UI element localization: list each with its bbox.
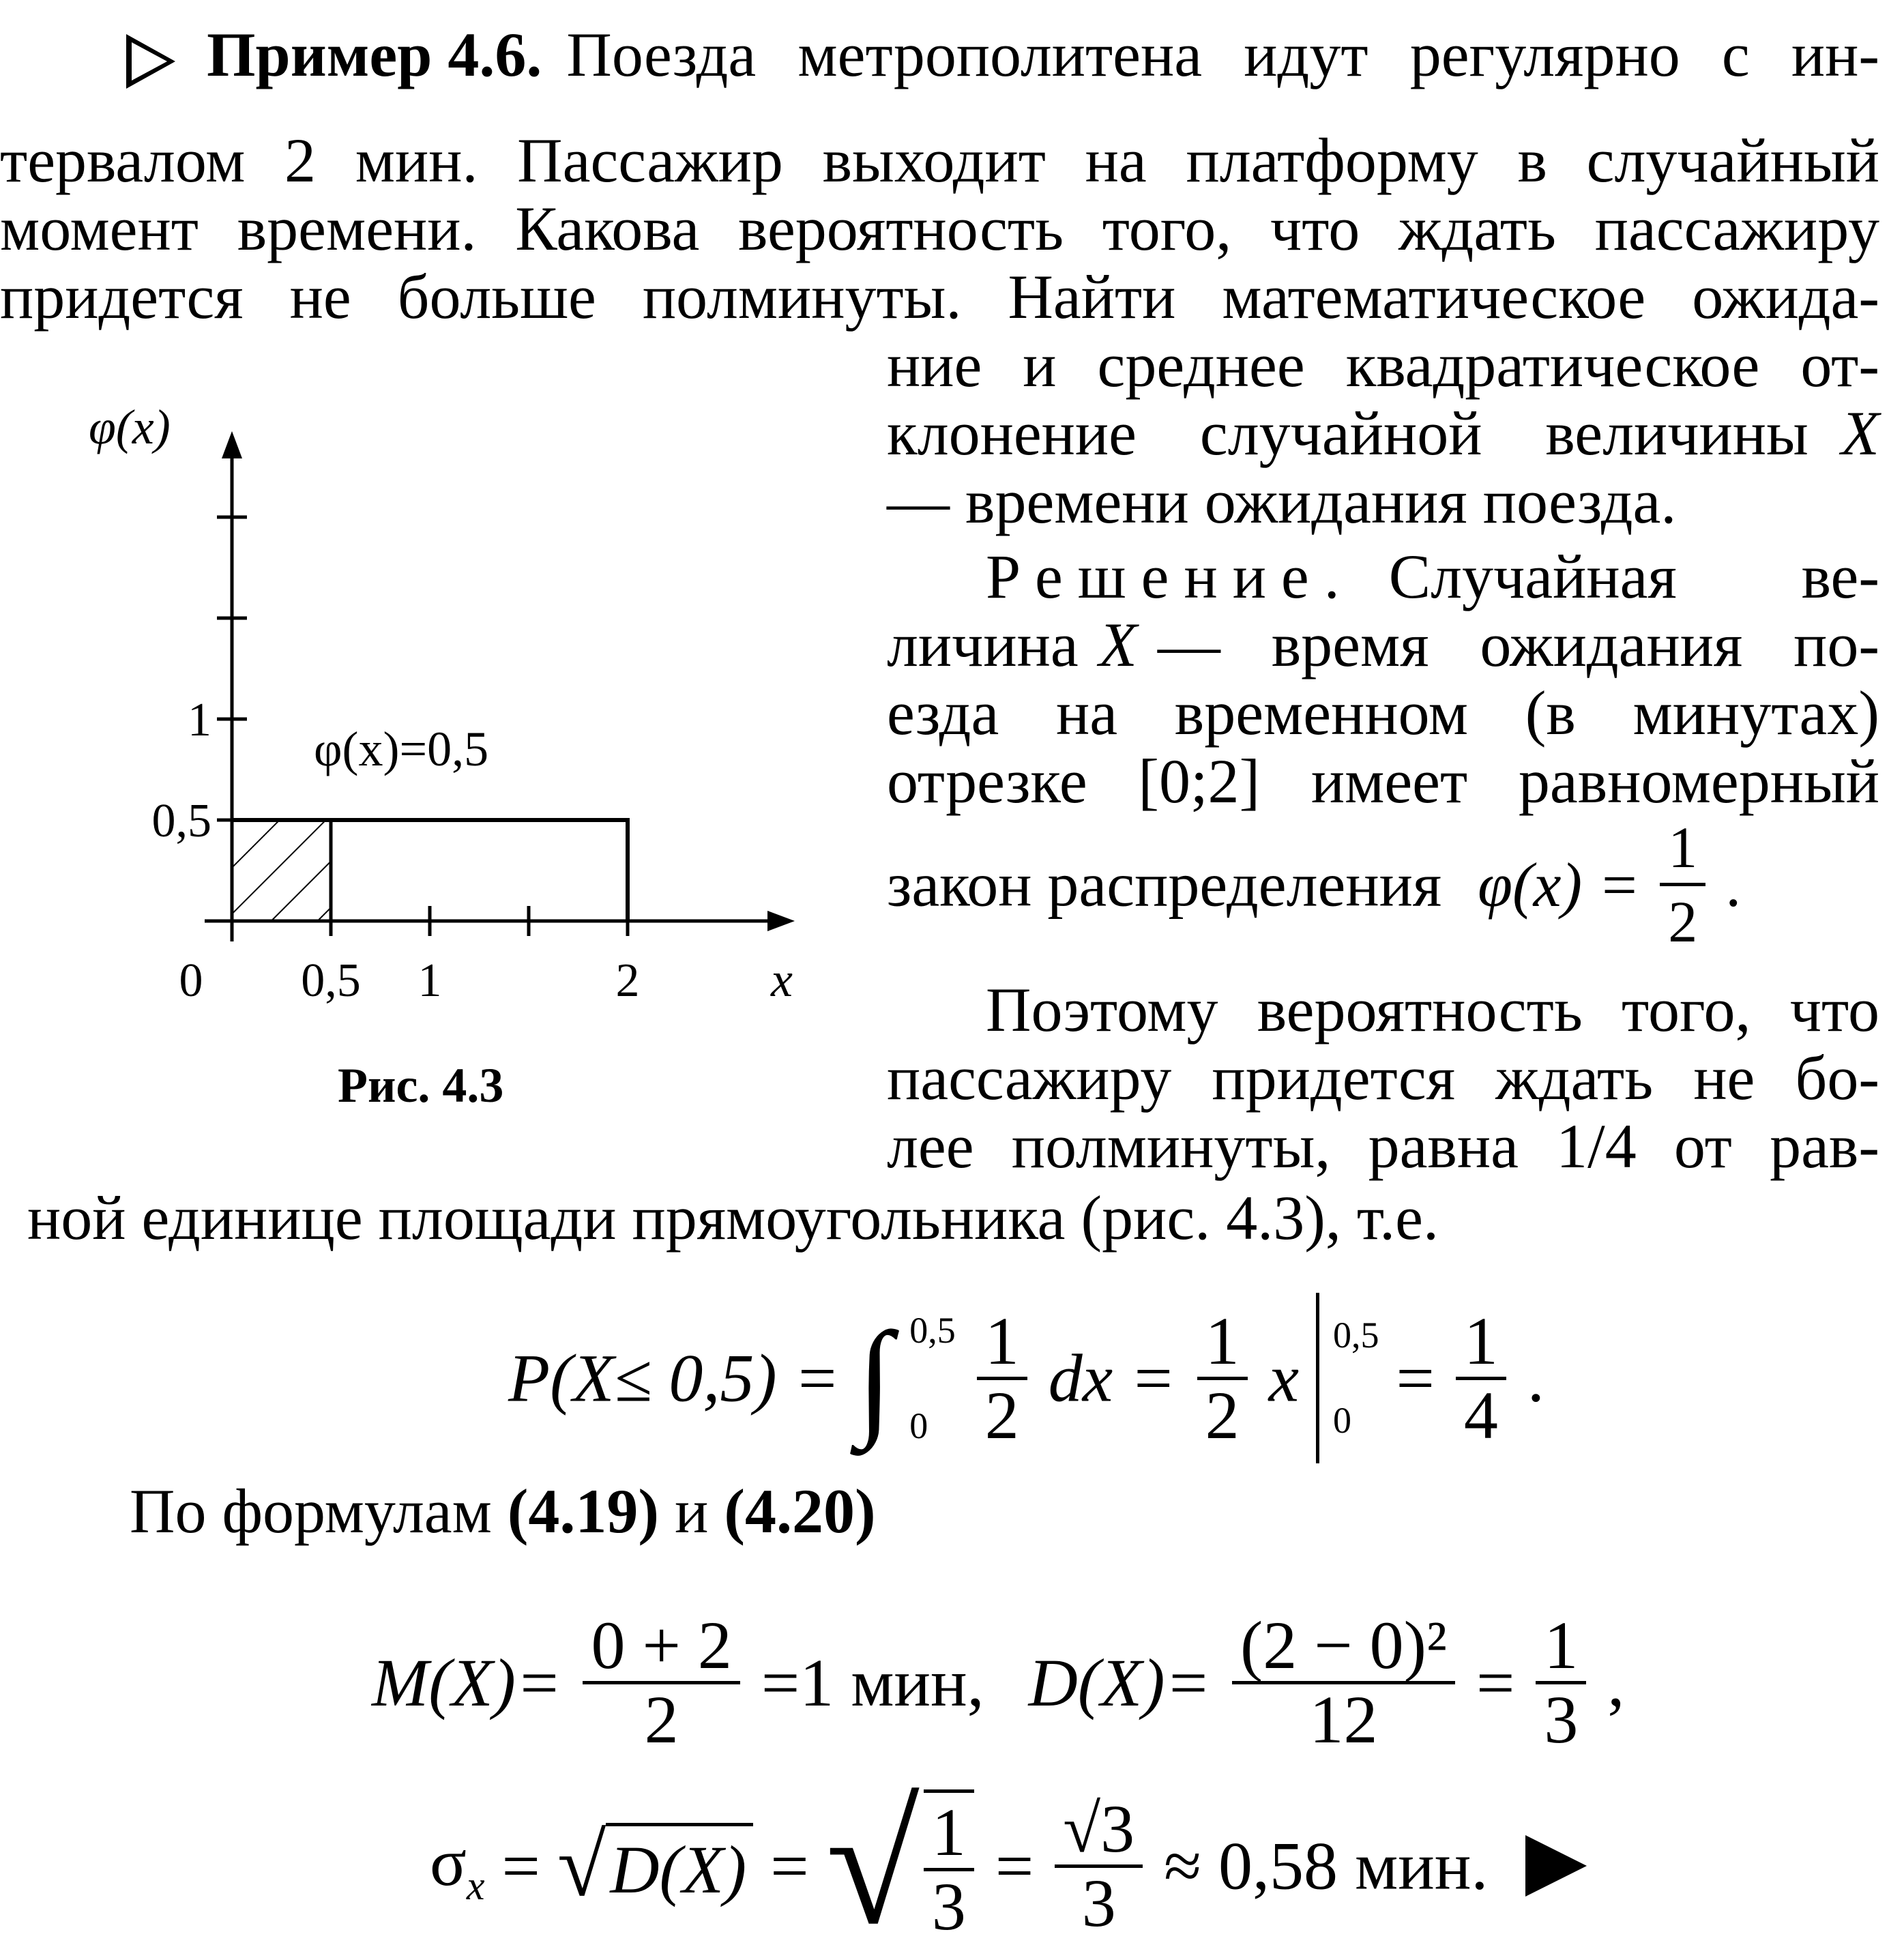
sqrt-icon: √ <box>557 1817 606 1915</box>
fraction-denominator: 3 <box>1544 1682 1579 1757</box>
expectation-result: =1 мин, <box>761 1645 984 1721</box>
fraction <box>1197 1302 1248 1453</box>
sigma-subscript: x <box>466 1862 485 1908</box>
punctuation: , <box>1607 1645 1625 1721</box>
fraction-denominator: 4 <box>1463 1377 1498 1453</box>
sqrt-argument: D(X) <box>606 1823 753 1909</box>
fraction-numerator: 1 <box>1660 812 1705 886</box>
text-line <box>887 399 1879 467</box>
fraction-denominator: 2 <box>984 1377 1019 1453</box>
sqrt-icon: √ <box>825 1771 920 1960</box>
punctuation: . <box>1725 849 1742 920</box>
text-segment: закон распределения <box>887 849 1442 920</box>
text-line <box>126 20 1879 89</box>
fraction <box>583 1607 739 1757</box>
y-axis-label: φ(x) <box>89 400 171 454</box>
variable-x: X <box>1841 398 1879 468</box>
integral-lower-limit: 0 <box>909 1405 928 1446</box>
text-line: отрезке [0;2] имеет равномерный <box>887 746 1879 816</box>
fraction <box>924 1789 974 1942</box>
formula-ref: (4.20) <box>724 1476 876 1546</box>
y-axis-arrow <box>222 431 242 458</box>
fraction-denominator: 2 <box>644 1682 679 1757</box>
example-heading: Пример 4.6. <box>126 20 542 89</box>
fraction-denominator: 12 <box>1309 1682 1378 1757</box>
variance-lhs: D(X)= <box>1028 1645 1211 1721</box>
start-triangle-icon <box>126 34 175 89</box>
end-triangle-icon <box>1525 1835 1587 1897</box>
x-tick-label: 1 <box>418 954 442 1007</box>
shaded-region <box>232 820 331 921</box>
x-axis-label: x <box>771 952 793 1007</box>
phi-expression: φ(x) = <box>1478 849 1641 920</box>
solution-label: Решение. <box>986 542 1355 611</box>
text-segment: Случайная ве- <box>1388 542 1879 611</box>
y-tick-label: 1 <box>188 694 211 746</box>
fraction-numerator: 1 <box>977 1306 1027 1380</box>
fraction-denominator: 3 <box>931 1869 966 1944</box>
fraction <box>977 1302 1027 1453</box>
fraction-numerator: 1 <box>1456 1306 1506 1380</box>
x-axis-arrow <box>767 911 795 931</box>
fraction-one-half <box>1660 812 1705 957</box>
expectation-variance-formula <box>372 1607 1625 1757</box>
fraction-numerator: 0 + 2 <box>583 1610 739 1684</box>
formula-ref: (4.19) <box>507 1476 660 1546</box>
punctuation: . <box>1527 1340 1544 1416</box>
eval-lower-limit: 0 <box>1332 1400 1351 1441</box>
text-line: пассажиру придется ждать не бо- <box>887 1043 1879 1113</box>
evaluation-bar <box>1316 1293 1379 1463</box>
fraction-numerator: √3 <box>1055 1794 1143 1868</box>
fraction-denominator: 3 <box>1081 1864 1116 1941</box>
text-segment: По формулам <box>130 1476 492 1546</box>
fraction-numerator: 1 <box>1536 1610 1586 1684</box>
figure-caption: Рис. 4.3 <box>338 1058 504 1113</box>
eval-upper-limit: 0,5 <box>1332 1315 1379 1356</box>
text-line: момент времени. Какова вероятность того, что ждать пассажиру <box>0 194 1879 263</box>
text-segment: личина <box>887 610 1079 679</box>
equals-sign: = <box>1396 1340 1435 1416</box>
fraction-denominator: 2 <box>1205 1377 1240 1453</box>
formula-lhs: P(X≤ 0,5) = <box>508 1340 840 1416</box>
x-tick-label: 0 <box>179 954 203 1007</box>
integral-limits <box>909 1283 956 1474</box>
text-line <box>986 542 1879 611</box>
sigma-letter: σ <box>430 1824 467 1900</box>
fraction <box>1456 1302 1506 1453</box>
fraction-numerator: (2 − 0)² <box>1232 1610 1455 1684</box>
text-line: езда на временном (в минутах) <box>887 678 1879 748</box>
text-segment: Поезда метрополитена идут регулярно с ин- <box>566 20 1879 89</box>
equals-sign: = <box>1476 1645 1515 1721</box>
fraction <box>1055 1790 1143 1941</box>
text-line <box>887 611 1879 679</box>
uniform-distribution-chart <box>68 382 832 1132</box>
equals-sign: = <box>501 1828 540 1904</box>
integral-upper-limit: 0,5 <box>909 1310 956 1351</box>
y-tick-label: 0,5 <box>151 795 211 847</box>
differential: dx = <box>1048 1340 1176 1416</box>
text-segment: и <box>675 1476 709 1546</box>
x-tick-label: 0,5 <box>301 954 361 1007</box>
fraction-numerator: 1 <box>1197 1306 1248 1380</box>
text-line <box>887 812 1741 957</box>
text-line: — времени ожидания поезда. <box>887 467 1677 536</box>
fraction-denominator: 2 <box>1668 889 1698 954</box>
text-line <box>130 1477 876 1545</box>
text-segment: клонение случайной величины <box>887 398 1808 468</box>
fraction <box>1536 1607 1586 1757</box>
text-line: ной единице площади прямоугольника (рис. 4.3), т.е. <box>27 1183 1439 1253</box>
text-line: ние и среднее квадратическое от- <box>887 330 1879 400</box>
function-label: φ(x)=0,5 <box>314 722 489 776</box>
fraction <box>1232 1607 1455 1757</box>
probability-formula <box>508 1283 1544 1474</box>
sigma-symbol <box>430 1824 485 1908</box>
text-segment: — время ожидания по- <box>1157 610 1879 679</box>
variable-x: x <box>1268 1340 1299 1416</box>
text-line: Поэтому вероятность того, что <box>986 975 1879 1044</box>
equals-sign: = <box>770 1828 809 1904</box>
expectation-lhs: M(X)= <box>372 1645 562 1721</box>
std-deviation-formula <box>430 1771 1587 1960</box>
text-line: тервалом 2 мин. Пассажир выходит на платформу в случайный <box>0 126 1879 195</box>
x-tick-label: 2 <box>615 954 640 1007</box>
equals-sign: = <box>995 1828 1034 1904</box>
approx-result: ≈ 0,58 мин. <box>1164 1828 1489 1904</box>
variable-x: X <box>1098 610 1137 679</box>
text-line: придется не больше полминуты. Найти математическое ожида- <box>0 262 1879 332</box>
integral-sign: ∫ <box>857 1306 893 1450</box>
fraction-numerator: 1 <box>924 1797 974 1871</box>
text-line: лее полминуты, равна 1/4 от рав- <box>887 1111 1879 1181</box>
